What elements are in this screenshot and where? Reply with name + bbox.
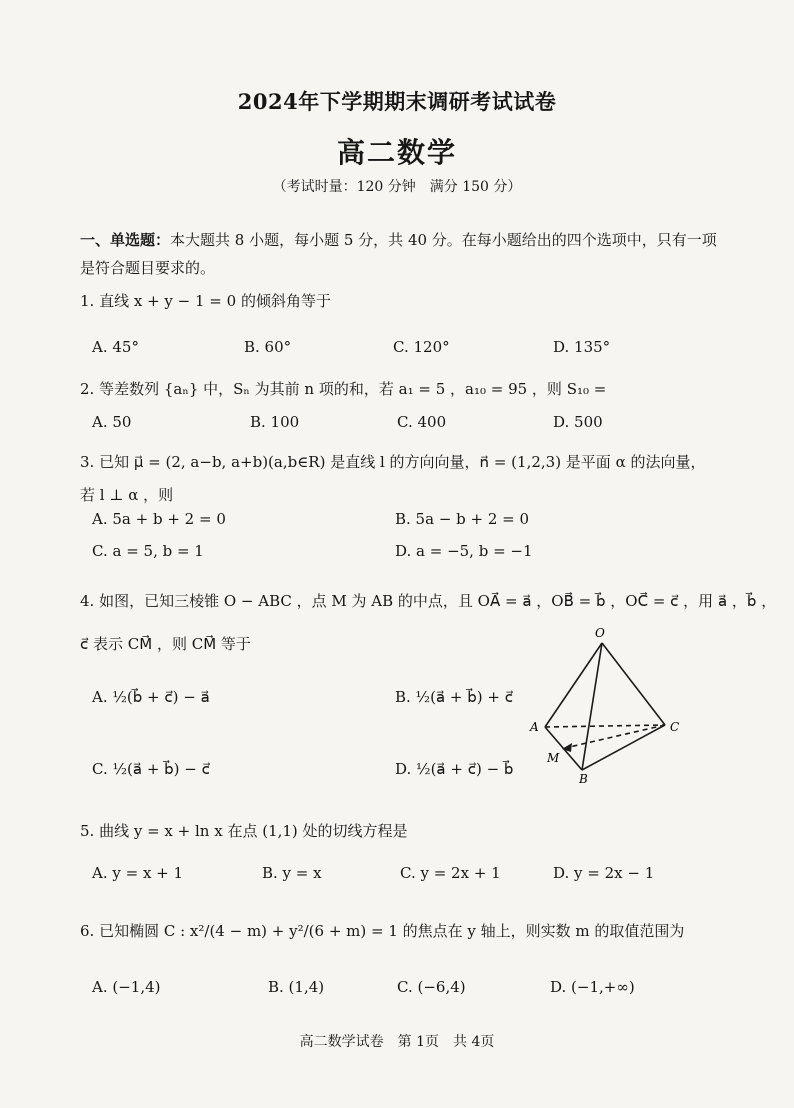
edge-bc bbox=[582, 725, 665, 770]
edge-ac-hidden bbox=[545, 725, 665, 727]
question-1-stem: 1. 直线 x + y − 1 = 0 的倾斜角等于 bbox=[80, 292, 331, 310]
tetrahedron-figure bbox=[525, 625, 695, 785]
subject-title: 高二数学 bbox=[336, 136, 457, 169]
q2-option-c: C. 400 bbox=[397, 413, 447, 431]
label-m: M bbox=[547, 751, 560, 765]
page-footer: 高二数学试卷 第 1页 共 4页 bbox=[299, 1034, 495, 1050]
q6-option-b: B. (1,4) bbox=[268, 978, 325, 996]
q5-option-b: B. y = x bbox=[262, 864, 322, 882]
q6-option-d: D. (−1,+∞) bbox=[550, 978, 635, 996]
q3-option-a: A. 5a + b + 2 = 0 bbox=[92, 510, 226, 528]
q2-option-a: A. 50 bbox=[92, 413, 132, 431]
q6-option-a: A. (−1,4) bbox=[92, 978, 161, 996]
q1-option-b: B. 60° bbox=[244, 338, 292, 356]
label-c: C bbox=[670, 720, 680, 734]
question-4-stem-line1: 4. 如图，已知三棱锥 O − ABC ，点 M 为 AB 的中点，且 OA⃗ = a⃗ ，OB⃗ = b⃗ ，OC⃗ = c⃗ ，用 a⃗ ，b⃗ ， bbox=[80, 592, 777, 610]
question-5-stem: 5. 曲线 y = x + ln x 在点 (1,1) 处的切线方程是 bbox=[80, 822, 408, 840]
label-o: O bbox=[595, 626, 605, 640]
section-text: 本大题共 8 小题，每小题 5 分，共 40 分。在每小题给出的四个选项中，只有一项是符合题目要求的。 bbox=[80, 231, 717, 277]
q3-option-d: D. a = −5, b = −1 bbox=[395, 542, 533, 560]
label-b: B bbox=[579, 772, 588, 785]
q1-option-a: A. 45° bbox=[92, 338, 139, 356]
exam-time-info: （考试时量：120 分钟 满分 150 分） bbox=[272, 179, 522, 195]
section-heading: 一、单选题： bbox=[80, 231, 171, 249]
edge-ob bbox=[582, 643, 602, 770]
label-a: A bbox=[530, 720, 539, 734]
edge-oc bbox=[602, 643, 665, 725]
q5-option-c: C. y = 2x + 1 bbox=[400, 864, 501, 882]
question-2-stem: 2. 等差数列 {aₙ} 中，Sₙ 为其前 n 项的和，若 a₁ = 5 ，a₁₀ = 95 ，则 S₁₀ = bbox=[80, 380, 607, 398]
question-3-stem-line1: 3. 已知 μ⃗ = (2, a−b, a+b)(a,b∈R) 是直线 l 的方向向量，n⃗ = (1,2,3) 是平面 α 的法向量， bbox=[80, 453, 706, 471]
question-6-stem: 6. 已知椭圆 C : x²/(4 − m) + y²/(6 + m) = 1 的焦点在 y 轴上，则实数 m 的取值范围为 bbox=[80, 922, 685, 940]
question-4-stem-line2: c⃗ 表示 CM⃗ ，则 CM⃗ 等于 bbox=[80, 635, 251, 653]
q3-option-c: C. a = 5, b = 1 bbox=[92, 542, 204, 560]
q4-option-d: D. ½(a⃗ + c⃗) − b⃗ bbox=[395, 760, 514, 778]
vector-cm bbox=[565, 725, 665, 748]
q4-option-b: B. ½(a⃗ + b⃗) + c⃗ bbox=[395, 688, 513, 706]
q5-option-d: D. y = 2x − 1 bbox=[553, 864, 655, 882]
section-instructions bbox=[80, 226, 720, 282]
q3-option-b: B. 5a − b + 2 = 0 bbox=[395, 510, 530, 528]
q5-option-a: A. y = x + 1 bbox=[92, 864, 184, 882]
q1-option-d: D. 135° bbox=[553, 338, 611, 356]
exam-title: 2024年下学期期末调研考试试卷 bbox=[237, 89, 557, 114]
edge-oa bbox=[545, 643, 602, 727]
q2-option-d: D. 500 bbox=[553, 413, 603, 431]
q2-option-b: B. 100 bbox=[250, 413, 300, 431]
question-3-stem-line2: 若 l ⊥ α ，则 bbox=[80, 486, 174, 504]
q1-option-c: C. 120° bbox=[393, 338, 450, 356]
q4-option-a: A. ½(b⃗ + c⃗) − a⃗ bbox=[92, 688, 210, 706]
q6-option-c: C. (−6,4) bbox=[397, 978, 466, 996]
q4-option-c: C. ½(a⃗ + b⃗) − c⃗ bbox=[92, 760, 210, 778]
